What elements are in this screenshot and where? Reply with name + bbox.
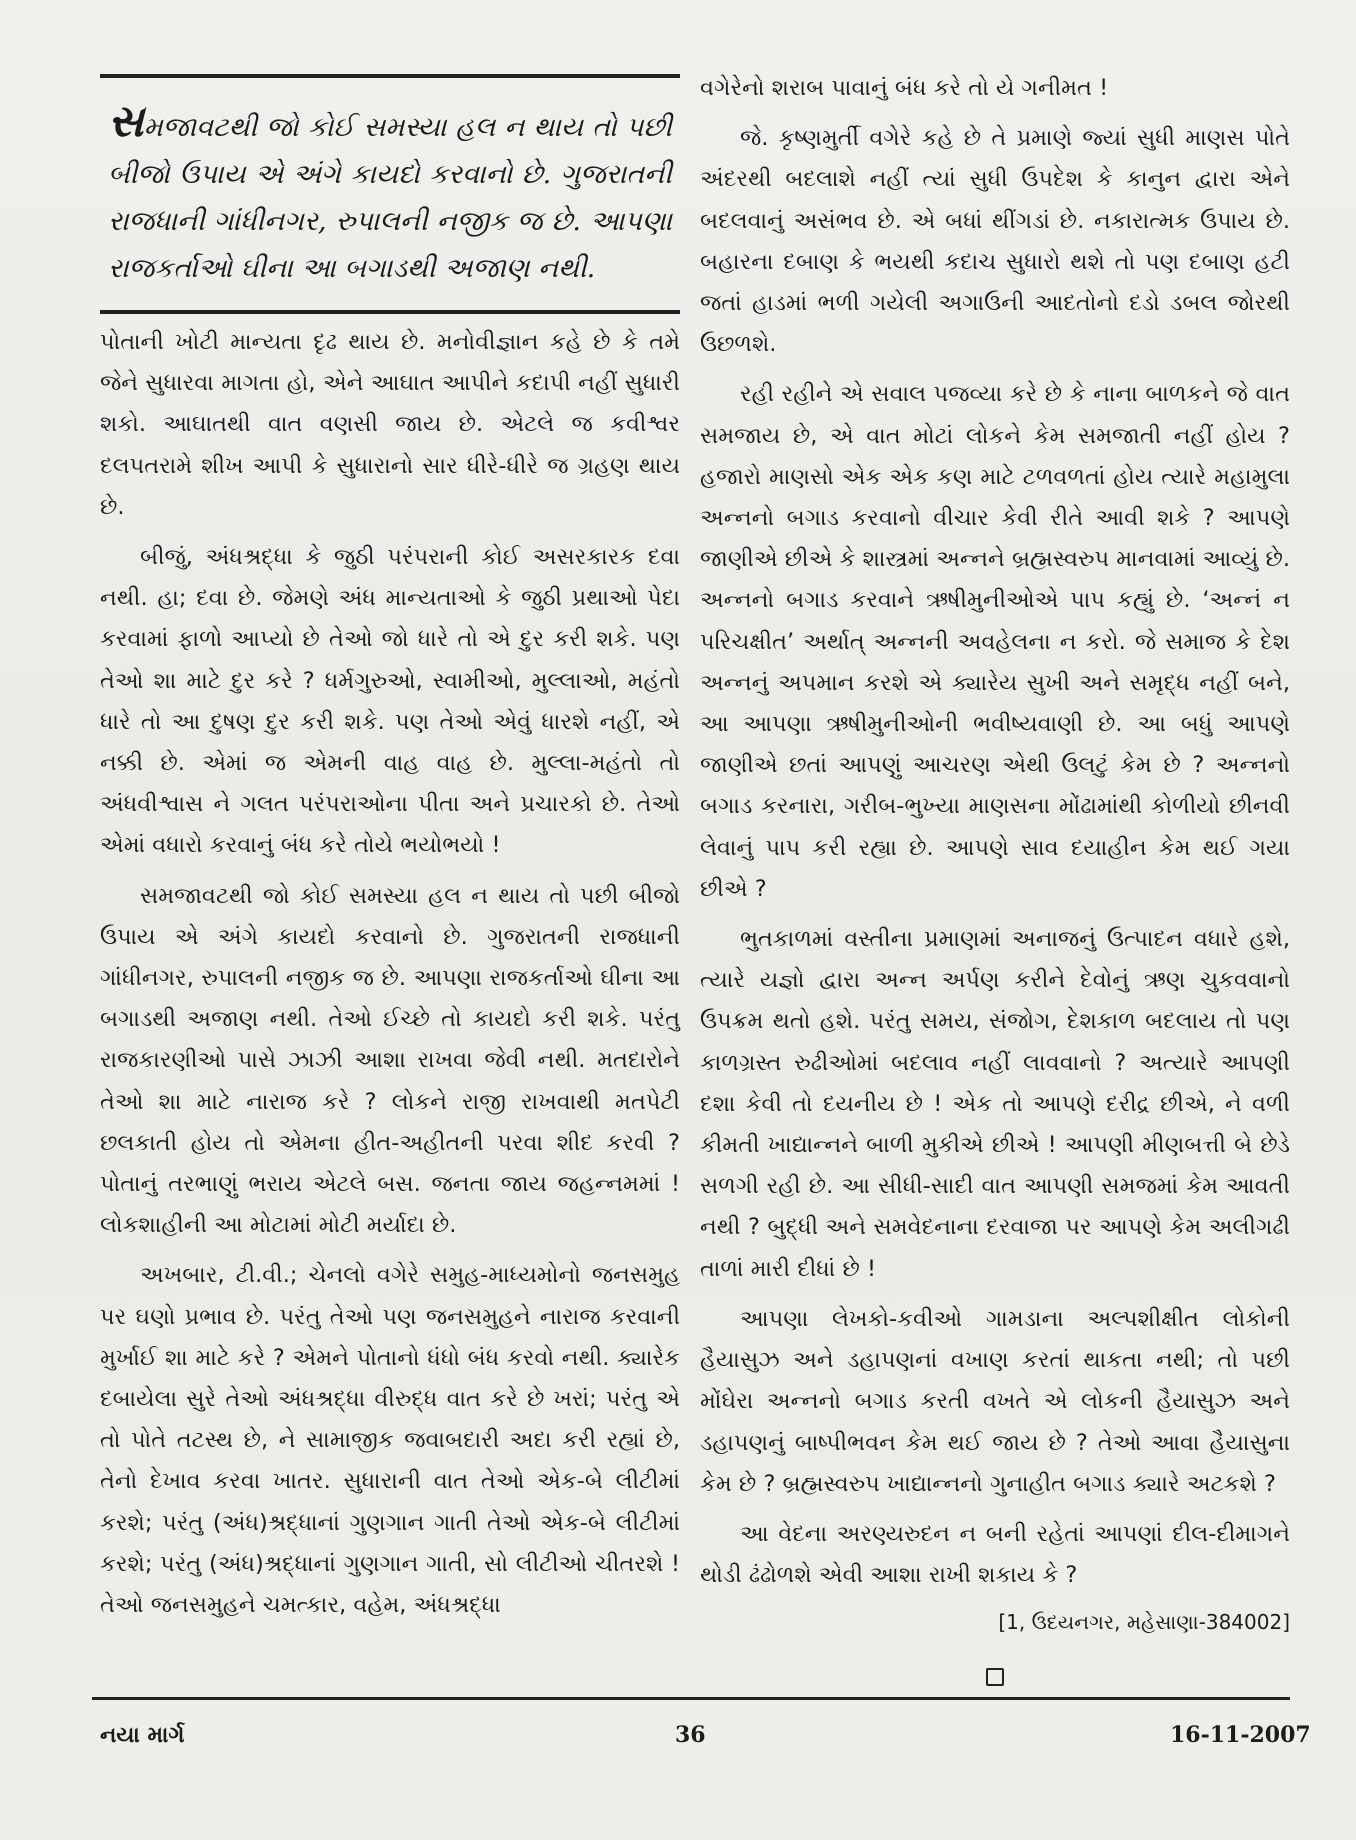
footer-date: 16-11-2007 <box>1170 1722 1311 1748</box>
paragraph: વગેરેનો શરાબ પાવાનું બંધ કરે તો યે ગનીમત ! <box>700 75 1109 101</box>
left-column-body <box>100 322 680 1626</box>
author-address: [1, ઉદયનગર, મહેસાણા-384002] <box>998 1610 1290 1635</box>
pull-quote-box <box>100 74 680 314</box>
paragraph: બીજું, અંધશ્રદ્ધા કે જુઠી પરંપરાની કોઈ અસરકારક દવા નથી. હા; દવા છે. જેમણે અંધ માન્યતાઓ કે જુઠી પ્રથાઓ પેદા કરવામાં ફાળો આપ્યો છે તેઓ જો ધારે તો એ દુર કરી શકે. પણ તેઓ શા માટે દુર કરે ? ધર્મગુરુઓ, સ્વામીઓ, મુલ્લાઓ, મહંતો ધારે તો આ દુષણ દુર કરી શકે. પણ તેઓ એવું ધારશે નહીં, એ નક્કી છે. એમાં જ એમની વાહ વાહ છે. મુલ્લા-મહંતો તો અંધવીશ્વાસ ને ગલત પરંપરાઓના પીતા અને પ્રચારકો છે. તેઓ એમાં વધારો કરવાનું બંધ કરે તોયે ભયોભયો ! <box>100 544 680 859</box>
footer-magazine-name: નયા માર્ગ <box>100 1722 185 1748</box>
paragraph: આ વેદના અરણ્યરુદન ન બની રહેતાં આપણાં દીલ-દીમાગને થોડી ઢંઢોળશે એવી આશા રાખી શકાય કે ? <box>700 1520 1290 1589</box>
paragraph: ભુતકાળમાં વસ્તીના પ્રમાણમાં અનાજનું ઉત્પાદન વધારે હશે, ત્યારે યજ્ઞો દ્વારા અન્ન અર્પણ કરીને દેવોનું ઋણ ચુકવવાનો ઉપક્રમ થતો હશે. પરંતુ સમય, સંજોગ, દેશકાળ બદલાય તો પણ કાળગ્રસ્ત રુઢીઓમાં બદલાવ નહીં લાવવાનો ? અત્યારે આપણી દશા કેવી તો દયનીય છે ! એક તો આપણે દરીદ્ર છીએ, ને વળી કીમતી ખાદ્યાન્નને બાળી મુકીએ છીએ ! આપણી મીણબત્તી બે છેડે સળગી રહી છે. આ સીધી-સાદી વાત આપણી સમજમાં કેમ આવતી નથી ? બુદ્ધી અને સમવેદનાના દરવાજા પર આપણે કેમ અલીગઢી તાળાં મારી દીધાં છે ! <box>700 926 1290 1282</box>
right-column <box>700 68 1290 1639</box>
left-column <box>100 68 680 1635</box>
pull-quote-text: સમજાવટથી જો કોઈ સમસ્યા હલ ન થાય તો પછી બીજો ઉપાય એ અંગે કાયદો કરવાનો છે. ગુજરાતની રાજધાની ગાંધીનગર, રુપાલની નજીક જ છે. આપણા રાજકર્તાઓ ઘીના આ બગાડથી અજાણ નથી. <box>108 96 672 284</box>
footer-page-number: 36 <box>675 1722 706 1748</box>
paragraph: જે. કૃષ્ણમુર્તી વગેરે કહે છે તે પ્રમાણે જ્યાં સુધી માણસ પોતે અંદરથી બદલાશે નહીં ત્યાં સુધી ઉપદેશ કે કાનુન દ્વારા એને બદલવાનું અસંભવ છે. એ બધાં થીંગડાં છે. નકારાત્મક ઉપાય છે. બહારના દબાણ કે ભયથી કદાચ સુધારો થશે તો પણ દબાણ હટી જતાં હાડમાં ભળી ગયેલી અગાઉની આદતોનો દડો ડબલ જોરથી ઉછળશે. <box>700 125 1290 358</box>
paragraph: અખબાર, ટી.વી.; ચેનલો વગેરે સમુહ-માધ્યમોનો જનસમુહ પર ઘણો પ્રભાવ છે. પરંતુ તેઓ પણ જનસમુહને નારાજ કરવાની મુર્ખાઈ શા માટે કરે ? એમને પોતાનો ધંધો બંધ કરવો નથી. ક્યારેક દબાયેલા સુરે તેઓ અંધશ્રદ્ધા વીરુદ્ધ વાત કરે છે ખરાં; પરંતુ એ તો પોતે તટસ્થ છે, ને સામાજીક જવાબદારી અદા કરી રહ્યાં છે, તેનો દેખાવ કરવા ખાતર. સુધારાની વાત તેઓ એક-બે લીટીમાં કરશે; પરંતુ (અંધ)શ્રદ્ધાનાં ગુણગાન ગાતી તેઓ એક-બે લીટીમાં કરશે; પરંતુ (અંધ)શ્રદ્ધાનાં ગુણગાન ગાતી, સો લીટીઓ ચીતરશે ! તેઓ જનસમુહને ચમત્કાર, વહેમ, અંધશ્રદ્ધા <box>100 1262 680 1619</box>
paragraph: સમજાવટથી જો કોઈ સમસ્યા હલ ન થાય તો પછી બીજો ઉપાય એ અંગે કાયદો કરવાનો છે. ગુજરાતની રાજધાની ગાંધીનગર, રુપાલની નજીક જ છે. આપણા રાજકર્તાઓ ઘીના આ બગાડથી અજાણ નથી. તેઓ ઈચ્છે તો કાયદો કરી શકે. પરંતુ રાજકારણીઓ પાસે ઝાઝી આશા રાખવા જેવી નથી. મતદારોને તેઓ શા માટે નારાજ કરે ? લોકને રાજી રાખવાથી મતપેટી છલકાતી હોય તો એમના હીત-અહીતની પરવા શીદ કરવી ? પોતાનું તરભાણું ભરાય એટલે બસ. જનતા જાય જહન્નમમાં ! લોકશાહીની આ મોટામાં મોટી મર્યાદા છે. <box>100 882 680 1239</box>
paragraph: રહી રહીને એ સવાલ પજવ્યા કરે છે કે નાના બાળકને જે વાત સમજાય છે, એ વાત મોટાં લોકને કેમ સમજાતી નહીં હોય ? હજારો માણસો એક એક કણ માટે ટળવળતાં હોય ત્યારે મહામુલા અન્નનો બગાડ કરવાનો વીચાર કેવી રીતે આવી શકે ? આપણે જાણીએ છીએ કે શાસ્ત્રમાં અન્નને બ્રહ્મસ્વરુપ માનવામાં આવ્યું છે. અન્નનો બગાડ કરવાને ઋષીમુનીઓએ પાપ કહ્યું છે. ‘અન્નં ન પરિચક્ષીત’ અર્થાત્ અન્નની અવહેલના ન કરો. જે સમાજ કે દેશ અન્નનું અપમાન કરશે એ ક્યારેય સુખી અને સમૃદ્ધ નહીં બને, આ આપણા ઋષીમુનીઓની ભવીષ્યવાણી છે. આ બધું આપણે જાણીએ છતાં આપણું આચરણ એથી ઉલટું કેમ છે ? અન્નનો બગાડ કરનારા, ગરીબ-ભુખ્યા માણસના મોંઢામાંથી કોળીયો છીનવી લેવાનું પાપ કરી રહ્યા છે. આપણે સાવ દયાહીન કેમ થઈ ગયા છીએ ? <box>700 381 1290 902</box>
end-of-article-square-icon <box>986 1668 1004 1686</box>
footer-rule <box>92 1697 1290 1700</box>
paragraph: આપણા લેખકો-કવીઓ ગામડાના અલ્પશીક્ષીત લોકોની હૈયાસુઝ અને ડહાપણનાં વખાણ કરતાં થાકતા નથી; તો પછી મોંઘેરા અન્નનો બગાડ કરતી વખતે એ લોકની હૈયાસુઝ અને ડહાપણનું બાષ્પીભવન કેમ થઈ જાય છે ? તેઓ આવા હૈયાસુના કેમ છે ? બ્રહ્મસ્વરુપ ખાદ્યાન્નનો ગુનાહીત બગાડ ક્યારે અટકશે ? <box>700 1305 1290 1497</box>
paragraph: પોતાની ખોટી માન્યતા દૃઢ થાય છે. મનોવીજ્ઞાન કહે છે કે તમે જેને સુધારવા માગતા હો, એને આઘાત આપીને કદાપી નહીં સુધારી શકો. આઘાતથી વાત વણસી જાય છે. એટલે જ કવીશ્વર દલપતરામે શીખ આપી કે સુધારાનો સાર ધીરે-ધીરે જ ગ્રહણ થાય છે. <box>100 329 680 520</box>
